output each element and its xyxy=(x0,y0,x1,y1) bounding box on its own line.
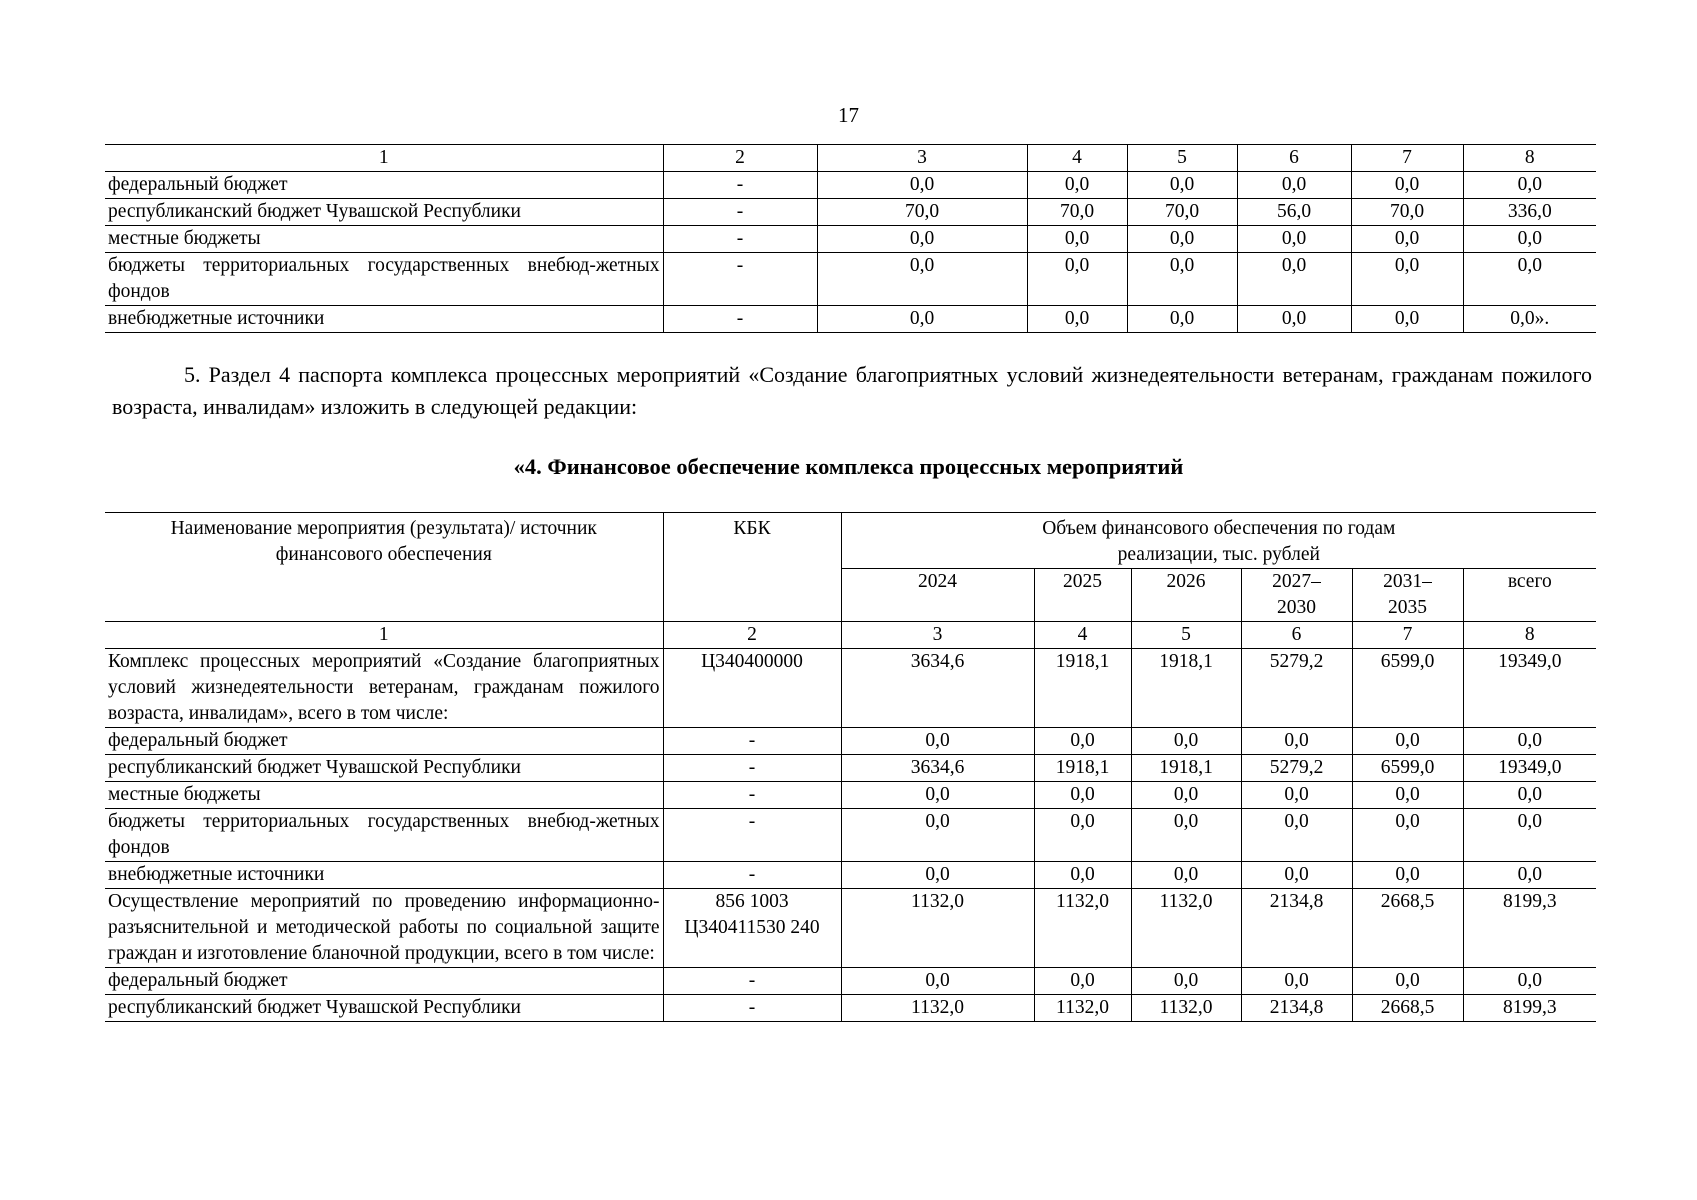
kbk-cell: - xyxy=(663,172,817,199)
value-cell: 70,0 xyxy=(1351,199,1463,226)
value-cell: 0,0 xyxy=(841,782,1034,809)
value-cell: 1132,0 xyxy=(1131,995,1241,1022)
value-cell: 6 xyxy=(1241,622,1352,649)
value-cell: 3634,6 xyxy=(841,649,1034,728)
value-cell: 1132,0 xyxy=(1131,889,1241,968)
value-cell: 2668,5 xyxy=(1352,889,1463,968)
value-cell: 7 xyxy=(1351,145,1463,172)
table-row xyxy=(105,889,1596,968)
value-cell: 0,0 xyxy=(1127,253,1237,306)
value-cell: 0,0 xyxy=(1027,226,1127,253)
value-cell: 1132,0 xyxy=(841,889,1034,968)
financing-table xyxy=(105,512,1596,1022)
value-cell: 1132,0 xyxy=(1034,889,1131,968)
value-cell: 0,0 xyxy=(1463,172,1596,199)
year-header: 2025 xyxy=(1034,569,1131,622)
value-cell: 0,0 xyxy=(1463,968,1596,995)
amendment-paragraph: 5. Раздел 4 паспорта комплекса процессных мероприятий «Создание благоприятных условий жизнедеятельности ветеранам, гражданам пожилого возраста, инвалидам» изложить в следующей редакции: xyxy=(112,362,1592,419)
value-cell: 8199,3 xyxy=(1463,995,1596,1022)
value-cell: 2134,8 xyxy=(1241,889,1352,968)
row-label-cell: Комплекс процессных мероприятий «Создание благоприятных условий жизнедеятельности ветеранам, гражданам пожилого возраста, инвалидам», всего в том числе: xyxy=(105,649,663,728)
top-table-body xyxy=(105,145,1596,333)
year-header: 2031–2035 xyxy=(1352,569,1463,622)
kbk-cell: - xyxy=(663,862,841,889)
row-label-cell: бюджеты территориальных государственных внебюд-жетных фондов xyxy=(105,253,663,306)
table-row xyxy=(105,199,1596,226)
top-table xyxy=(105,144,1596,333)
value-cell: 70,0 xyxy=(1127,199,1237,226)
value-cell: 0,0 xyxy=(1237,172,1351,199)
row-label-cell: бюджеты территориальных государственных внебюд-жетных фондов xyxy=(105,809,663,862)
kbk-cell: 2 xyxy=(663,145,817,172)
row-label-cell: местные бюджеты xyxy=(105,782,663,809)
row-label-cell: внебюджетные источники xyxy=(105,306,663,333)
value-cell: 4 xyxy=(1027,145,1127,172)
value-cell: 19349,0 xyxy=(1463,649,1596,728)
row-label-cell: внебюджетные источники xyxy=(105,862,663,889)
table-row xyxy=(105,809,1596,862)
value-cell: 1918,1 xyxy=(1131,755,1241,782)
value-cell: 8 xyxy=(1463,145,1596,172)
value-cell: 0,0 xyxy=(1027,253,1127,306)
row-label-cell: федеральный бюджет xyxy=(105,172,663,199)
kbk-cell: - xyxy=(663,199,817,226)
value-cell: 2134,8 xyxy=(1241,995,1352,1022)
value-cell: 3634,6 xyxy=(841,755,1034,782)
value-cell: 0,0 xyxy=(1241,862,1352,889)
value-cell: 0,0 xyxy=(1131,862,1241,889)
value-cell: 0,0 xyxy=(1352,862,1463,889)
value-cell: 0,0 xyxy=(1463,226,1596,253)
value-cell: 5 xyxy=(1131,622,1241,649)
row-label-cell: республиканский бюджет Чувашской Республики xyxy=(105,995,663,1022)
value-cell: 5279,2 xyxy=(1241,755,1352,782)
value-cell: 0,0 xyxy=(1127,306,1237,333)
kbk-cell: - xyxy=(663,253,817,306)
value-cell: 0,0 xyxy=(1131,728,1241,755)
value-cell: 0,0 xyxy=(1351,306,1463,333)
value-cell: 3 xyxy=(817,145,1027,172)
value-cell: 8199,3 xyxy=(1463,889,1596,968)
kbk-cell: - xyxy=(663,809,841,862)
value-cell: 1918,1 xyxy=(1034,649,1131,728)
table-row xyxy=(105,862,1596,889)
value-cell: 0,0 xyxy=(1237,306,1351,333)
value-cell: 0,0 xyxy=(1237,253,1351,306)
value-cell: 2668,5 xyxy=(1352,995,1463,1022)
value-cell: 0,0 xyxy=(1241,968,1352,995)
col-name-header: Наименование мероприятия (результата)/ источник финансового обеспечения xyxy=(105,513,663,622)
value-cell: 0,0 xyxy=(1027,306,1127,333)
value-cell: 7 xyxy=(1352,622,1463,649)
table-row xyxy=(105,968,1596,995)
value-cell: 19349,0 xyxy=(1463,755,1596,782)
value-cell: 0,0 xyxy=(1463,728,1596,755)
value-cell: 0,0 xyxy=(1463,782,1596,809)
year-header: 2026 xyxy=(1131,569,1241,622)
kbk-cell: - xyxy=(663,728,841,755)
value-cell: 0,0 xyxy=(1034,728,1131,755)
value-cell: 1132,0 xyxy=(1034,995,1131,1022)
table-row xyxy=(105,306,1596,333)
value-cell: 0,0 xyxy=(841,968,1034,995)
value-cell: 0,0 xyxy=(841,862,1034,889)
year-header: 2027–2030 xyxy=(1241,569,1352,622)
value-cell: 5 xyxy=(1127,145,1237,172)
value-cell: 0,0 xyxy=(1034,809,1131,862)
value-cell: 0,0 xyxy=(841,728,1034,755)
table-row xyxy=(105,755,1596,782)
value-cell: 0,0 xyxy=(1127,226,1237,253)
value-cell: 336,0 xyxy=(1463,199,1596,226)
col-kbk-header: КБК xyxy=(663,513,841,622)
row-label-cell: 1 xyxy=(105,622,663,649)
value-cell: 0,0 xyxy=(817,253,1027,306)
value-cell: 56,0 xyxy=(1237,199,1351,226)
table-row xyxy=(105,649,1596,728)
row-label-cell: федеральный бюджет xyxy=(105,728,663,755)
table-row xyxy=(105,226,1596,253)
value-cell: 0,0 xyxy=(817,306,1027,333)
value-cell: 0,0 xyxy=(1237,226,1351,253)
row-label-cell: местные бюджеты xyxy=(105,226,663,253)
column-number-row xyxy=(105,145,1596,172)
value-cell: 8 xyxy=(1463,622,1596,649)
value-cell: 4 xyxy=(1034,622,1131,649)
value-cell: 6599,0 xyxy=(1352,649,1463,728)
value-cell: 0,0 xyxy=(841,809,1034,862)
value-cell: 0,0 xyxy=(1034,968,1131,995)
table-row xyxy=(105,253,1596,306)
value-cell: 0,0 xyxy=(1352,728,1463,755)
kbk-cell: 2 xyxy=(663,622,841,649)
kbk-cell: - xyxy=(663,755,841,782)
value-cell: 0,0 xyxy=(1463,862,1596,889)
kbk-cell: 856 1003 Ц340411530 240 xyxy=(663,889,841,968)
year-header: всего xyxy=(1463,569,1596,622)
value-cell: 0,0 xyxy=(1352,782,1463,809)
value-cell: 6599,0 xyxy=(1352,755,1463,782)
row-label-cell: федеральный бюджет xyxy=(105,968,663,995)
value-cell: 0,0 xyxy=(1131,809,1241,862)
column-number-row xyxy=(105,622,1596,649)
value-cell: 70,0 xyxy=(1027,199,1127,226)
row-label-cell: республиканский бюджет Чувашской Республики xyxy=(105,755,663,782)
kbk-cell: - xyxy=(663,995,841,1022)
table-row xyxy=(105,995,1596,1022)
value-cell: 6 xyxy=(1237,145,1351,172)
row-label-cell: республиканский бюджет Чувашской Республики xyxy=(105,199,663,226)
col-volume-header: Объем финансового обеспечения по годам реализации, тыс. рублей xyxy=(841,513,1596,569)
value-cell: 0,0 xyxy=(1034,782,1131,809)
value-cell: 1918,1 xyxy=(1131,649,1241,728)
row-label-cell: 1 xyxy=(105,145,663,172)
value-cell: 0,0 xyxy=(1241,782,1352,809)
kbk-cell: - xyxy=(663,226,817,253)
value-cell: 0,0 xyxy=(817,226,1027,253)
kbk-cell: Ц340400000 xyxy=(663,649,841,728)
value-cell: 0,0 xyxy=(1127,172,1237,199)
financing-table-body xyxy=(105,513,1596,1022)
table-row xyxy=(105,172,1596,199)
value-cell: 1132,0 xyxy=(841,995,1034,1022)
value-cell: 0,0 xyxy=(817,172,1027,199)
value-cell: 0,0 xyxy=(1351,253,1463,306)
value-cell: 0,0 xyxy=(1351,172,1463,199)
page-number: 17 xyxy=(838,103,859,127)
value-cell: 0,0 xyxy=(1463,809,1596,862)
value-cell: 0,0 xyxy=(1241,809,1352,862)
kbk-cell: - xyxy=(663,968,841,995)
value-cell: 0,0 xyxy=(1131,782,1241,809)
value-cell: 0,0 xyxy=(1351,226,1463,253)
value-cell: 0,0 xyxy=(1034,862,1131,889)
value-cell: 0,0 xyxy=(1241,728,1352,755)
table-row xyxy=(105,728,1596,755)
value-cell: 3 xyxy=(841,622,1034,649)
header-row-1 xyxy=(105,513,1596,569)
year-header: 2024 xyxy=(841,569,1034,622)
value-cell: 0,0 xyxy=(1463,253,1596,306)
value-cell: 0,0 xyxy=(1027,172,1127,199)
kbk-cell: - xyxy=(663,306,817,333)
value-cell: 0,0 xyxy=(1352,809,1463,862)
value-cell: 5279,2 xyxy=(1241,649,1352,728)
value-cell: 1918,1 xyxy=(1034,755,1131,782)
value-cell: 0,0 xyxy=(1131,968,1241,995)
value-cell: 0,0». xyxy=(1463,306,1596,333)
section-title: «4. Финансовое обеспечение комплекса процессных мероприятий xyxy=(513,454,1184,479)
kbk-cell: - xyxy=(663,782,841,809)
row-label-cell: Осуществление мероприятий по проведению информационно-разъяснительной и методической работы по социальной защите граждан и изготовление бланочной продукции, всего в том числе: xyxy=(105,889,663,968)
value-cell: 0,0 xyxy=(1352,968,1463,995)
table-row xyxy=(105,782,1596,809)
value-cell: 70,0 xyxy=(817,199,1027,226)
